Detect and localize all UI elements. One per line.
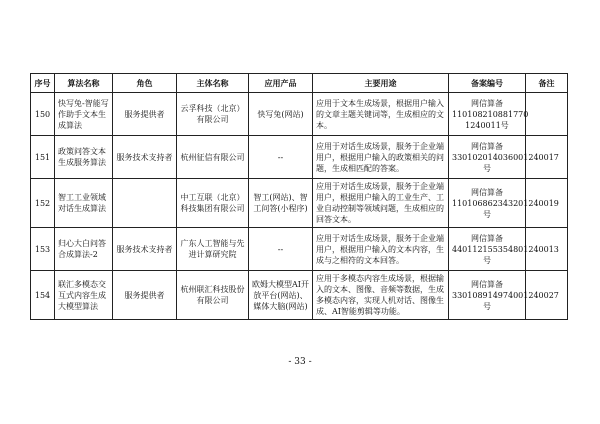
row-serial: 150 (31, 93, 55, 136)
row-role: 服务技术支持者 (113, 136, 177, 179)
row-serial: 152 (31, 179, 55, 228)
header-purpose: 主要用途 (313, 74, 449, 93)
table-row (31, 179, 568, 228)
header-algorithm-name: 算法名称 (55, 74, 113, 93)
row-serial: 151 (31, 136, 55, 179)
row-record-number: 网信算备110108210881770 1240011号 (449, 93, 526, 136)
row-purpose: 应用于对话生成场景，服务于企业端用户，根据用户输入的工业生产、工业自动控制等领域问题，生成相应的回答文本。 (313, 179, 449, 228)
header-remark: 备注 (526, 74, 568, 93)
row-entity: 云孚科技（北京）有限公司 (177, 93, 249, 136)
row-role (113, 179, 177, 228)
row-record-number: 网信算备330102014036001240017号 (449, 136, 526, 179)
row-purpose: 应用于对话生成场景，服务于企业端用户，根据用户输入的政策相关的问题，生成相匹配的答案。 (313, 136, 449, 179)
row-entity: 杭州征信有限公司 (177, 136, 249, 179)
header-record-number: 备案编号 (449, 74, 526, 93)
table-row (31, 93, 568, 136)
row-purpose: 应用于文本生成场景，根据用户输入的文章主题关键词等，生成相应的文本。 (313, 93, 449, 136)
row-algorithm-name: 联汇多模态交互式内容生成大模型算法 (55, 271, 113, 320)
row-entity: 中工互联（北京）科技集团有限公司 (177, 179, 249, 228)
row-purpose: 应用于对话生成场景，服务于企业端用户，根据用户输入的文本内容，生成与之相符的文本回答。 (313, 228, 449, 271)
table-row (31, 271, 568, 320)
header-entity: 主体名称 (177, 74, 249, 93)
row-remark (526, 93, 568, 136)
table-row (31, 228, 568, 271)
row-record-number: 网信算备440112155354801240013号 (449, 228, 526, 271)
table-row (31, 136, 568, 179)
header-serial: 序号 (31, 74, 55, 93)
row-product: 快写兔(网站) (249, 93, 313, 136)
row-entity: 广东人工智能与先进计算研究院 (177, 228, 249, 271)
header-role: 角色 (113, 74, 177, 93)
row-serial: 154 (31, 271, 55, 320)
row-role: 服务提供者 (113, 271, 177, 320)
row-purpose: 应用于多模态内容生成场景，根据输入的文本、图像、音频等数据，生成多模态内容，实现人机对话、图像生成、AI智能剪辑等功能。 (313, 271, 449, 320)
table-header-row (31, 74, 568, 93)
page-number: - 33 - (288, 357, 312, 367)
algorithm-registry-table (30, 73, 568, 320)
row-algorithm-name: 快写兔-智能写作助手文本生成算法 (55, 93, 113, 136)
row-serial: 153 (31, 228, 55, 271)
row-record-number: 网信算备110106862343201240019号 (449, 179, 526, 228)
row-record-number: 网信算备330108914974001240027号 (449, 271, 526, 320)
row-role: 服务技术支持者 (113, 228, 177, 271)
row-product: -- (249, 228, 313, 271)
row-product: -- (249, 136, 313, 179)
row-algorithm-name: 智工工业领域对话生成算法 (55, 179, 113, 228)
row-product: 智工(网站)、智工问答(小程序) (249, 179, 313, 228)
row-role: 服务提供者 (113, 93, 177, 136)
row-algorithm-name: 归心大白问答合成算法-2 (55, 228, 113, 271)
row-algorithm-name: 政策问答文本生成服务算法 (55, 136, 113, 179)
row-product: 欧姆大模型AI开放平台(网站)、媒体大脑(网站) (249, 271, 313, 320)
header-product: 应用产品 (249, 74, 313, 93)
row-entity: 杭州联汇科技股份有限公司 (177, 271, 249, 320)
